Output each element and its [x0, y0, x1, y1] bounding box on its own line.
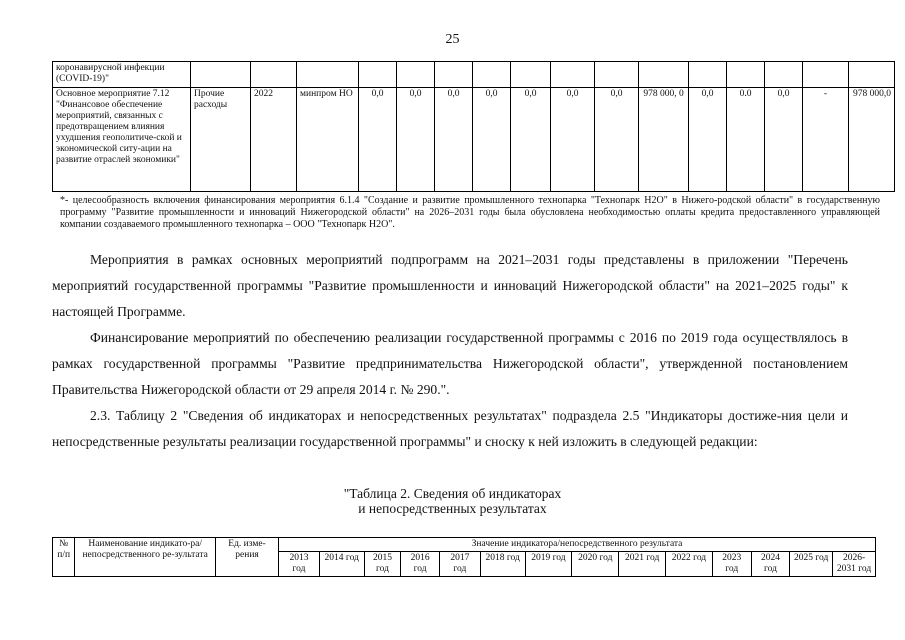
value-cell: 0.0 — [727, 88, 765, 192]
paragraph: Финансирование мероприятий по обеспечению реализации государственной программы с 2016 по 2019 года осуществлялось в рамках государственной программы "Развитие предпринимательства Нижегородской области", утвержденной постановлением Правительства Нижегородской области от 29 апреля 2014 г. № 290.". — [52, 330, 848, 397]
page-number: 25 — [445, 32, 460, 47]
value-cell: 0,0 — [511, 88, 551, 192]
table-row — [53, 62, 895, 88]
expense-type-cell: Прочие расходы — [191, 88, 251, 192]
year-header-cell: 2014 год — [319, 552, 364, 577]
year-header-cell: 2013 год — [279, 552, 320, 577]
year-header-cell: 2015 год — [364, 552, 401, 577]
executor-cell: минпром НО — [297, 88, 359, 192]
total-cell: 978 000,0 — [849, 88, 895, 192]
value-cell: 0,0 — [595, 88, 639, 192]
year-header-cell: 2025 год — [790, 552, 833, 577]
value-cell: 0,0 — [473, 88, 511, 192]
table-row — [53, 538, 876, 552]
year-header-cell: 2020 год — [572, 552, 619, 577]
year-cell: 2022 — [251, 88, 297, 192]
header-cell-unit: Ед. изме-рения — [215, 538, 278, 577]
paragraph: Мероприятия в рамках основных мероприятий подпрограмм на 2021–2031 годы представлены в приложении "Перечень мероприятий государственной программы "Развитие промышленности и инноваций Нижегородской области" на 2021–2025 годы" к настоящей Программе. — [52, 252, 848, 319]
table-row — [53, 88, 895, 192]
header-cell-values: Значение индикатора/непосредственного результата — [279, 538, 876, 552]
year-header-cell: 2024 год — [751, 552, 790, 577]
value-cell: 0,0 — [435, 88, 473, 192]
value-cell: 0,0 — [765, 88, 803, 192]
table-caption: "Таблица 2. Сведения об индикаторах и непосредственных результатах — [343, 486, 562, 516]
header-cell-name: Наименование индикато-ра/непосредственного ре-зультата — [75, 538, 216, 577]
value-cell: 0,0 — [551, 88, 595, 192]
year-header-cell: 2021 год — [619, 552, 666, 577]
value-cell: 0,0 — [359, 88, 397, 192]
year-header-cell: 2023 год — [712, 552, 751, 577]
paragraph: 2.3. Таблицу 2 "Сведения об индикаторах и непосредственных результатах" подраздела 2.5 "Индикаторы достиже-ния цели и непосредственные результаты реализации государственной программы" и сноску к ней изложить в следующей редакции: — [52, 408, 848, 449]
year-header-cell: 2017 год — [439, 552, 480, 577]
year-header-cell: 2022 год — [666, 552, 713, 577]
value-cell: 0,0 — [397, 88, 435, 192]
footnote: *- целесообразность включения финансирования мероприятия 6.1.4 "Создание и развитие промышленного технопарка "Технопарк H2O" в Нижего-родской области" в государственную программу "Развитие промышленности и инноваций Нижегородской области" на 2026–2031 годы была обусловлена необходимостью оплаты кредита предоставленного управляющей компании создаваемого промышленного технопарка – ООО "Технопарк Н2О". — [60, 195, 880, 230]
value-cell: 978 000, 0 — [639, 88, 689, 192]
table-cell: коронавирусной инфекции (COVID-19)" — [53, 62, 191, 88]
year-header-cell: 2019 год — [525, 552, 572, 577]
indicators-table — [52, 537, 876, 577]
year-header-cell: 2018 год — [480, 552, 525, 577]
value-cell: - — [803, 88, 849, 192]
header-cell-number: № п/п — [53, 538, 75, 577]
financing-table — [52, 61, 895, 192]
value-cell: 0,0 — [689, 88, 727, 192]
activity-name-cell: Основное мероприятие 7.12 "Финансовое обеспечение мероприятий, связанных с предотвращением влияния ухудшения геополитиче-ской и экономической ситу-ации на развитие отраслей экономики" — [53, 88, 191, 192]
year-header-cell: 2026-2031 год — [833, 552, 876, 577]
year-header-cell: 2016 год — [401, 552, 440, 577]
